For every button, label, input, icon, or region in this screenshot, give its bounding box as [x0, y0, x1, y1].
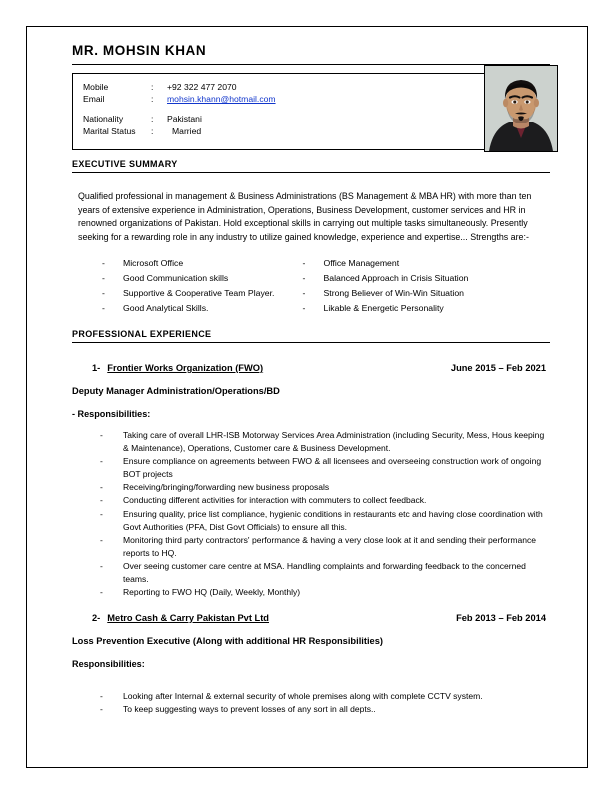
- section-divider: [72, 342, 550, 343]
- responsibilities-label: Responsibilities:: [72, 658, 145, 669]
- list-item-label: Ensuring quality, price list compliance, hygienic conditions in restaurants etc and having close coordination with Govt Authorities (PFA, Dist Govt Officials) to ensure all this.: [123, 508, 543, 532]
- contact-value-mobile: +92 322 477 2070: [167, 81, 237, 92]
- job-company-name: Metro Cash & Carry Pakistan Pvt Ltd: [107, 612, 269, 623]
- bullet-dash-icon: -: [302, 258, 306, 269]
- table-row: [83, 113, 276, 125]
- bullet-dash-icon: -: [100, 561, 103, 572]
- list-item: [102, 256, 274, 271]
- job-dates: June 2015 – Feb 2021: [450, 362, 546, 373]
- list-item-label: Supportive & Cooperative Team Player.: [123, 287, 275, 298]
- list-item: [100, 560, 550, 586]
- section-heading-professional-experience: PROFESSIONAL EXPERIENCE: [72, 328, 212, 339]
- list-item-label: Good Analytical Skills.: [123, 302, 209, 313]
- bullet-dash-icon: -: [102, 287, 105, 298]
- list-item: [100, 586, 550, 599]
- contact-colon: :: [151, 126, 154, 137]
- bullet-dash-icon: -: [302, 273, 306, 283]
- contact-spacer: [83, 105, 276, 113]
- avatar: [484, 65, 558, 152]
- bullet-dash-icon: -: [100, 482, 103, 493]
- bullet-dash-icon: -: [100, 495, 103, 506]
- contact-table: [83, 81, 276, 138]
- list-item: [100, 455, 550, 481]
- list-item-label: Conducting different activities for interaction with commuters to collect feedback.: [123, 495, 427, 506]
- list-item-label: Good Communication skills: [123, 273, 229, 283]
- list-item: [102, 271, 274, 286]
- contact-colon: :: [151, 81, 154, 92]
- job-company-name: Frontier Works Organization (FWO): [107, 362, 264, 373]
- list-item-label: Microsoft Office: [123, 258, 184, 269]
- list-item-label: Over seeing customer care centre at MSA. Handling complaints and forwarding feedback to the concerned teams.: [123, 561, 526, 584]
- list-item: [100, 494, 550, 507]
- list-item: [100, 429, 550, 455]
- contact-label-marital-status: Marital Status: [83, 126, 136, 137]
- list-item-label: Office Management: [323, 258, 400, 269]
- strengths-column-left: [72, 256, 274, 316]
- list-item-label: Taking care of overall LHR-ISB Motorway Services Area Administration (including Security, Mess, Hous keeping & Maintenance), Operations, Customer care & Business Development.: [123, 429, 545, 453]
- list-item-label: Balanced Approach in Crisis Situation: [323, 273, 469, 283]
- bullet-dash-icon: -: [100, 587, 103, 598]
- contact-colon: :: [151, 94, 154, 105]
- responsibilities-list-1: [72, 429, 550, 599]
- resume-content: [72, 44, 550, 717]
- job-role-title: Deputy Manager Administration/Operations/BD: [72, 385, 280, 396]
- contact-value-nationality: Pakistani: [167, 114, 202, 125]
- list-item-label: Strong Believer of Win-Win Situation: [323, 287, 464, 298]
- bullet-dash-icon: -: [302, 287, 306, 298]
- list-item-label: Receiving/bringing/forwarding new business proposals: [123, 482, 330, 493]
- job-dates: Feb 2013 – Feb 2014: [456, 612, 546, 623]
- contact-value-marital-status: Married: [172, 126, 202, 137]
- contact-label-email: Email: [83, 94, 105, 105]
- responsibilities-list-2: [72, 690, 550, 716]
- list-item-label: Ensure compliance on agreements between FWO & all licensees and overseeing construction work of ongoing BOT projects: [123, 456, 542, 479]
- list-item: [302, 256, 468, 271]
- strengths-list: [72, 256, 550, 316]
- list-item: [100, 534, 550, 560]
- bullet-dash-icon: -: [100, 534, 103, 545]
- job-header-1: [72, 363, 550, 373]
- list-item-label: Likable & Energetic Personality: [323, 302, 444, 313]
- list-item-label: Looking after Internal & external security of whole premises along with complete CCTV system.: [123, 690, 483, 701]
- contact-info-box: [72, 73, 550, 150]
- table-row: [83, 81, 276, 93]
- list-item: [302, 286, 468, 301]
- bullet-dash-icon: -: [102, 273, 105, 283]
- list-item: [100, 703, 550, 716]
- email-link[interactable]: mohsin.khann@hotmail.com: [167, 94, 276, 105]
- contact-colon: :: [151, 114, 154, 125]
- responsibilities-label: - Responsibilities:: [72, 408, 151, 419]
- list-item: [302, 271, 468, 286]
- list-item: [100, 508, 550, 534]
- section-divider: [72, 172, 550, 173]
- list-item-label: Monitoring third party contractors' performance & having a very close look at it and sending their performance reports to HQ.: [123, 534, 537, 558]
- bullet-dash-icon: -: [102, 258, 105, 269]
- table-row: [83, 125, 276, 137]
- bullet-dash-icon: -: [302, 302, 306, 313]
- job-role-title: Loss Prevention Executive (Along with additional HR Responsibilities): [72, 635, 383, 646]
- executive-summary-paragraph: Qualified professional in management & Business Administrations (BS Management & MBA HR) with more than ten years of extensive experience in Administration, Operations, Business Development, customer services and HR in renowned organizations of Pakistan. Hold exceptional skills in carrying out multiple tasks simultaneously. Presently seeking for a rewarding role in any industry to utilize gained knowledge, experience and expertise... Strengths are:-: [78, 190, 532, 243]
- page-title: MR. MOHSIN KHAN: [72, 43, 207, 58]
- table-row: [83, 93, 276, 105]
- bullet-dash-icon: -: [100, 704, 103, 715]
- strengths-column-right: [274, 256, 468, 316]
- job-header-2: [72, 613, 550, 623]
- list-item: [102, 301, 274, 316]
- contact-label-mobile: Mobile: [83, 81, 109, 92]
- list-item-label: To keep suggesting ways to prevent losses of any sort in all depts..: [123, 704, 376, 715]
- bullet-dash-icon: -: [100, 429, 103, 440]
- section-heading-executive-summary: EXECUTIVE SUMMARY: [72, 158, 178, 169]
- list-item: [100, 481, 550, 494]
- list-item: [302, 301, 468, 316]
- bullet-dash-icon: -: [100, 456, 103, 467]
- list-item-label: Reporting to FWO HQ (Daily, Weekly, Monthly): [123, 587, 301, 598]
- portrait-photo-icon: [485, 66, 557, 151]
- list-item: [102, 286, 274, 301]
- list-item: [100, 690, 550, 703]
- bullet-dash-icon: -: [100, 508, 103, 519]
- job-number: 1-: [92, 362, 101, 373]
- bullet-dash-icon: -: [102, 302, 105, 313]
- bullet-dash-icon: -: [100, 690, 103, 701]
- title-divider: [72, 64, 550, 65]
- contact-label-nationality: Nationality: [83, 114, 124, 125]
- job-number: 2-: [92, 612, 101, 623]
